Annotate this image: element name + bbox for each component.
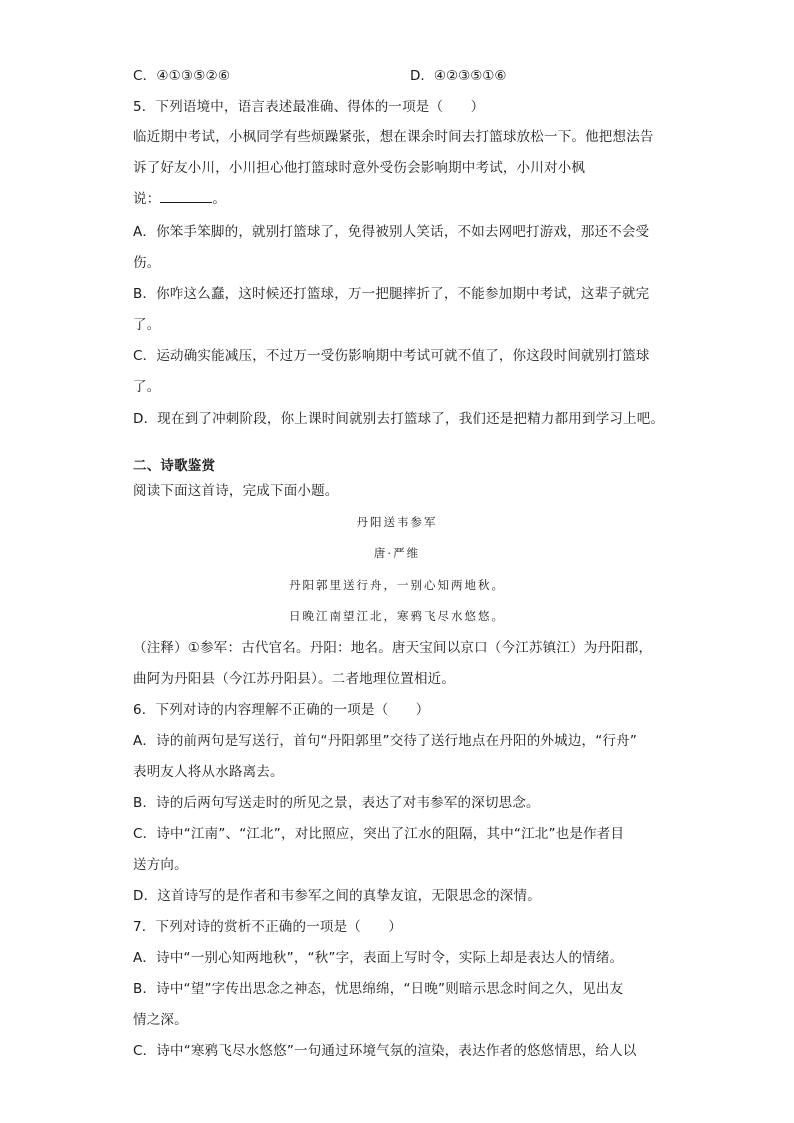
q7-option-b-line-2: 情之深。 [133,1012,188,1028]
note-line-1: （注释）①参军：古代官名。丹阳：地名。唐天宝间以京口（今江苏镇江）为丹阳郡， [133,640,653,656]
q5-option-a-line-2: 伤。 [133,255,161,271]
section-intro: 阅读下面这首诗，完成下面小题。 [133,483,339,499]
q5-option-a-line-1: A．你笨手笨脚的，就别打篮球了，免得被别人笑话，不如去网吧打游戏，那还不会受 [133,224,650,240]
q6-option-c-line-1: C．诗中“江南”、“江北”，对比照应，突出了江水的阻隔，其中“江北”也是作者目 [133,826,625,842]
q5-option-c-line-2: 了。 [133,379,161,395]
q6-option-a-line-1: A．诗的前两句是写送行，首句“丹阳郭里”交待了送行地点在丹阳的外城边，“行舟” [133,733,638,749]
q7-stem: 7．下列对诗的赏析不正确的一项是（ ） [133,919,403,935]
q6-option-c-line-2: 送方向。 [133,857,188,873]
q4-choice-c: C．④①③⑤②⑥ [133,68,231,84]
q7-option-c-line-1: C．诗中“寒鸦飞尽水悠悠”一句通过环境气氛的渲染，表达作者的悠悠情思，给人以 [133,1043,637,1059]
q5-option-b-line-1: B．你咋这么蠢，这时候还打篮球，万一把腿摔折了，不能参加期中考试，这辈子就完 [133,286,650,302]
section-title-poetry: 二、诗歌鉴赏 [133,458,216,474]
q4-choice-d: D．④②③⑤①⑥ [410,68,507,84]
q5-context-line-3 [133,189,226,209]
q6-option-d-line-1: D．这首诗写的是作者和韦参军之间的真挚友谊，无限思念的深情。 [133,888,541,904]
q6-option-a-line-2: 表明友人将从水路离去。 [133,764,284,780]
answer-blank [160,189,212,203]
poem-title: 丹阳送韦参军 [356,515,438,529]
q5-context-line-2: 诉了好友小川，小川担心他打篮球时意外受伤会影响期中考试，小川对小枫 [133,160,586,176]
q7-option-a-line-1: A．诗中“一别心知两地秋”，“秋”字，表面上写时令，实际上却是表达人的情绪。 [133,950,624,966]
q5-context-suffix: 。 [212,191,227,207]
q5-option-b-line-2: 了。 [133,317,161,333]
q7-option-b-line-1: B．诗中“望”字传出思念之神态，忧思绵绵，“日晚”则暗示思念时间之久，见出友 [133,981,624,997]
poem-author: 唐·严维 [373,546,421,560]
q5-option-c-line-1: C．运动确实能减压，不过万一受伤影响期中考试可就不值了，你这段时间就别打篮球 [133,348,650,364]
note-line-2: 曲阿为丹阳县（今江苏丹阳县）。二者地理位置相近。 [133,671,456,687]
poem-line-1: 丹阳郭里送行舟，一别心知两地秋。 [289,578,505,592]
q5-option-d-line-1: D．现在到了冲刺阶段，你上课时间就别去打篮球了，我们还是把精力都用到学习上吧。 [133,411,665,427]
q5-context-line-1: 临近期中考试，小枫同学有些烦躁紧张，想在课余时间去打篮球放松一下。他把想法告 [133,129,654,145]
q5-stem: 5．下列语境中，语言表述最准确、得体的一项是（ ） [133,99,485,115]
poem-line-2: 日晚江南望江北，寒鸦飞尽水悠悠。 [289,609,505,623]
q6-option-b-line-1: B．诗的后两句写送走时的所见之景，表达了对韦参军的深切思念。 [133,795,540,811]
q6-stem: 6．下列对诗的内容理解不正确的一项是（ ） [133,702,430,718]
q5-context-prefix: 说： [133,191,161,207]
